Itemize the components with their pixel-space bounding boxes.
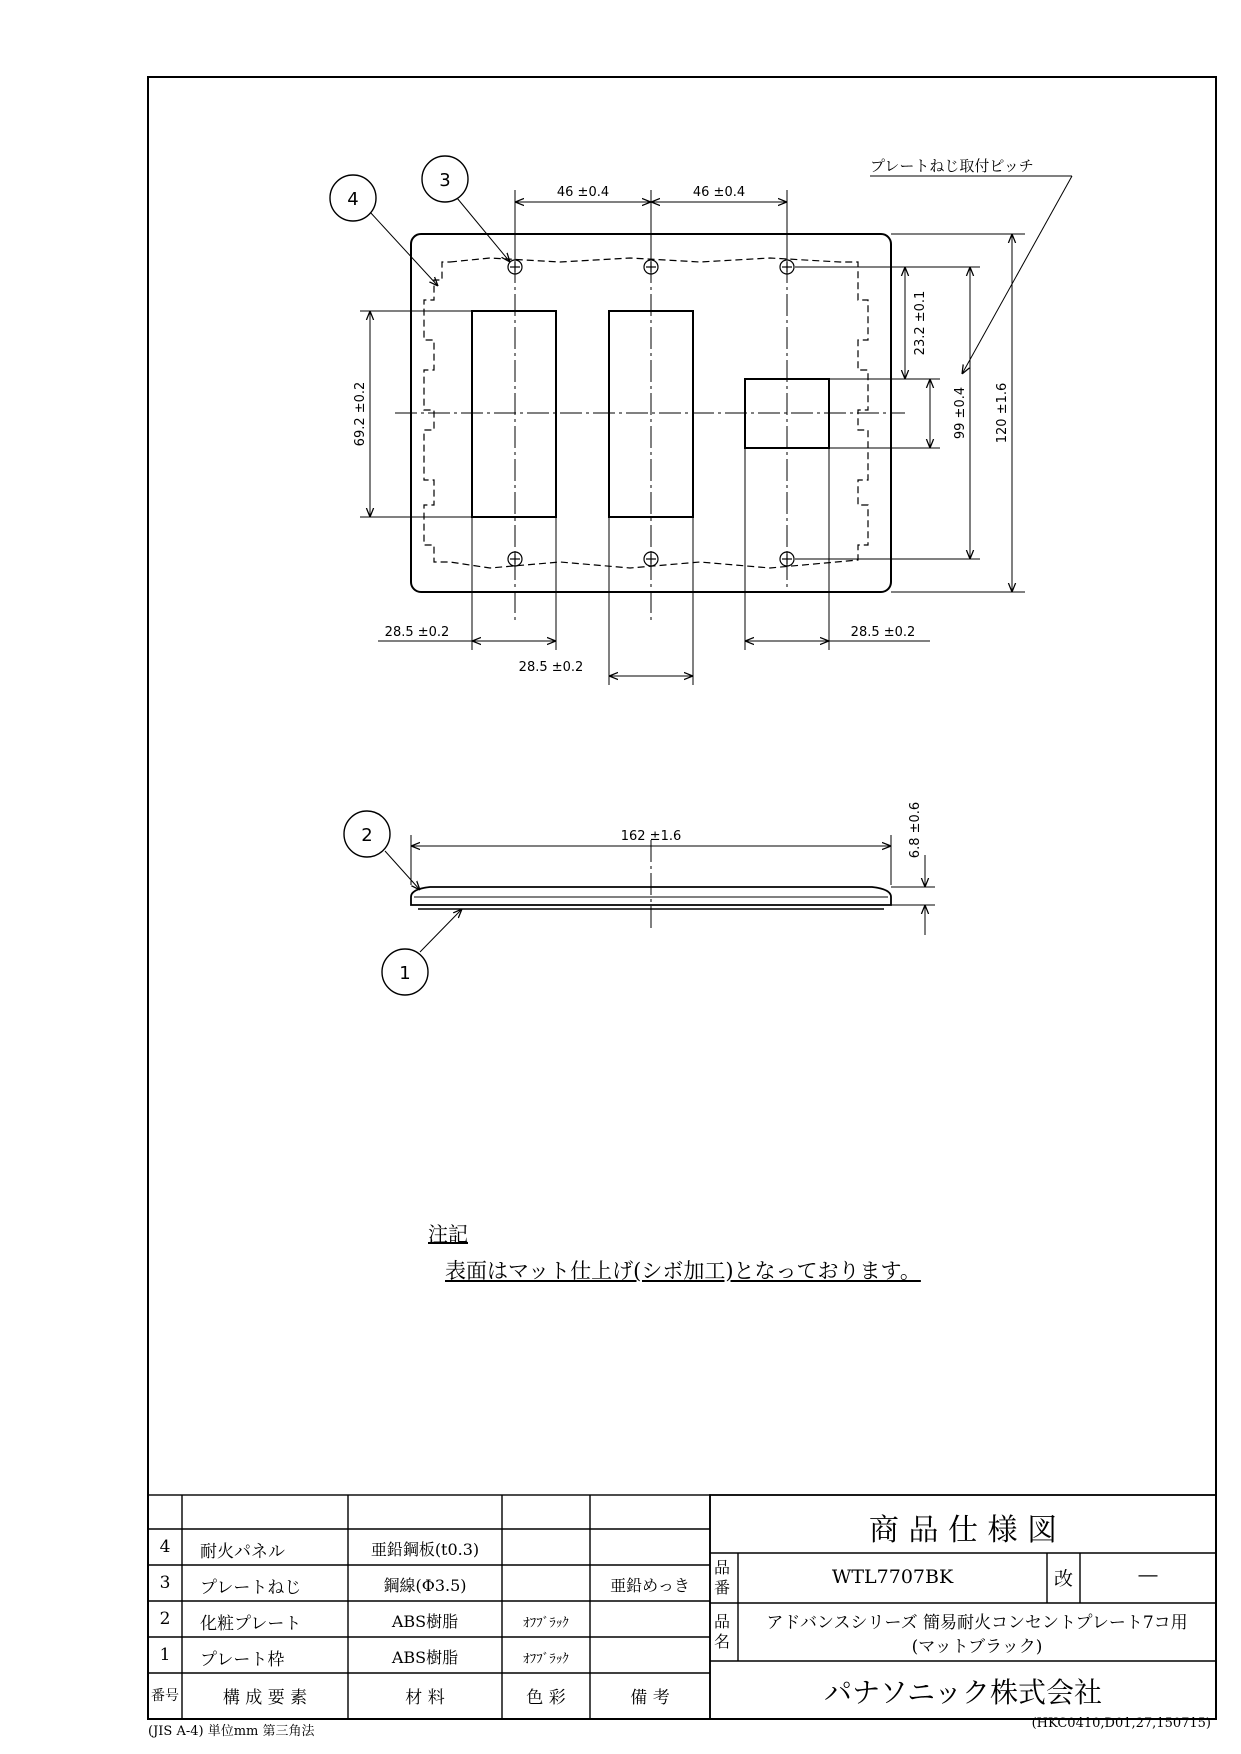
opening-left [472,311,556,517]
dim-plate-width: 162 ±1.6 [620,829,682,844]
product-name-line2: (マットブラック) [911,1637,1043,1657]
header-no: 番号 [151,1688,179,1704]
row-color: ｵﾌﾌﾞﾗｯｸ [523,1652,569,1667]
dim-offset-center: 23.2 ±0.1 [913,290,928,356]
side-view [385,835,935,952]
row-material: 亜鉛鋼板(t0.3) [370,1540,480,1559]
dim-screw-pitch: 99 ±0.4 [953,386,968,440]
notes-body: 表面はマット仕上げ(シボ加工)となっております。 [445,1259,921,1283]
footer-doc-code: (HKC0410,D01,27,150715) [1031,1716,1211,1731]
dim-pitch-right: 46 ±0.4 [692,185,746,200]
balloon-4-label: 4 [347,189,359,210]
header-material: 材 料 [405,1688,445,1708]
dim-plate-height: 120 ±1.6 [995,382,1010,444]
footer-standard: (JIS A-4) 単位mm 第三角法 [148,1724,315,1739]
dim-right-margin: 28.5 ±0.2 [850,625,916,640]
row-color: ｵﾌﾌﾞﾗｯｸ [523,1616,569,1631]
company-name: パナソニック株式会社 [823,1676,1103,1709]
pitch-label: プレートねじ取付ピッチ [870,157,1034,175]
dim-opening-height: 69.2 ±0.2 [353,381,368,447]
balloon-1-label: 1 [399,963,411,984]
part-no-label: 品番 [714,1558,731,1597]
row-material: 鋼線(Φ3.5) [383,1576,467,1595]
row-component: プレートねじ [200,1578,302,1598]
product-name-label: 品名 [714,1612,731,1651]
part-number: WTL7707BK [831,1566,954,1588]
part-balloons [330,156,468,995]
doc-title: 商 品 仕 様 図 [868,1513,1058,1548]
row-no: 2 [159,1609,171,1629]
row-no: 3 [159,1573,171,1593]
header-color: 色 彩 [526,1688,566,1708]
header-remarks: 備 考 [630,1688,670,1708]
revision-label: 改 [1053,1568,1073,1590]
row-component: 化粧プレート [200,1614,302,1634]
balloon-2-label: 2 [361,825,373,846]
dim-left-margin: 28.5 ±0.2 [384,625,450,640]
sheet-border [148,77,1216,1719]
row-component: プレート枠 [200,1650,285,1670]
row-remarks: 亜鉛めっき [610,1576,690,1595]
row-no: 1 [159,1645,171,1665]
balloon-3-label: 3 [439,170,451,191]
notes-title: 注記 [428,1222,468,1246]
dim-pitch-left: 46 ±0.4 [556,185,610,200]
header-component: 構 成 要 素 [222,1688,308,1708]
dim-plate-thickness: 6.8 ±0.6 [908,801,923,859]
row-component: 耐火パネル [200,1542,285,1562]
row-material: ABS樹脂 [391,1612,459,1631]
product-name-line1: アドバンスシリーズ 簡易耐火コンセントプレート7コ用 [766,1613,1188,1633]
revision-value: ― [1138,1564,1158,1586]
row-material: ABS樹脂 [391,1648,459,1667]
row-no: 4 [159,1537,171,1557]
dim-opening-width: 28.5 ±0.2 [518,660,584,675]
